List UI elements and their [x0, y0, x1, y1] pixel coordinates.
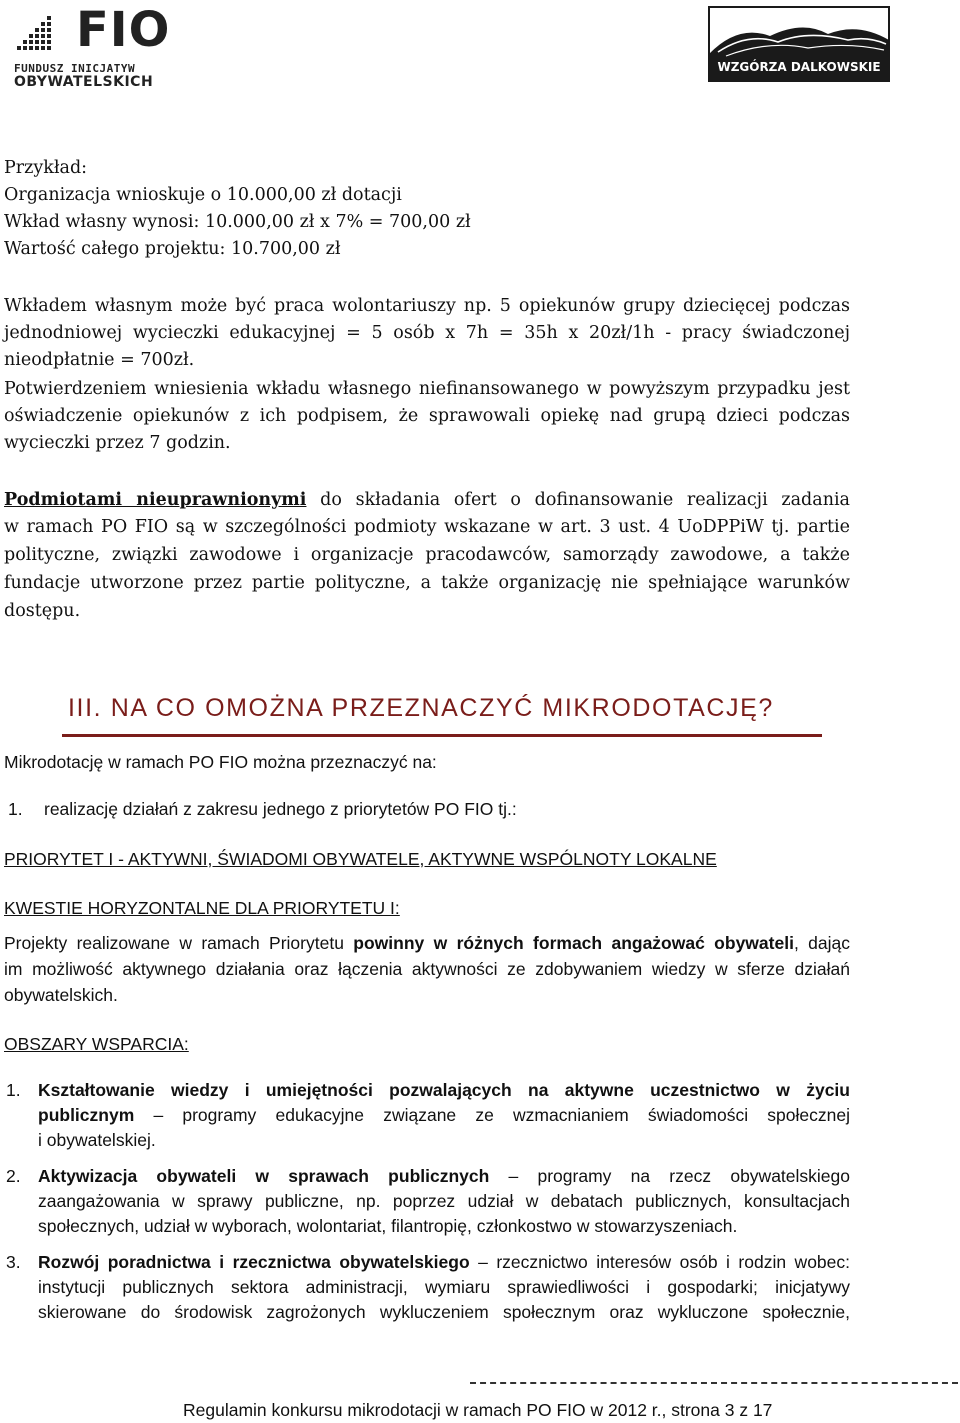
projects-line-2: im możliwość aktywnego działania oraz łączenia aktywności ze zdobywaniem wiedzy w sferze działań — [4, 959, 850, 979]
ineligible-line-1 — [4, 490, 850, 510]
area-1-line-2: publicznym – programy edukacyjne związane ze wzmacnianiem świadomości społecznej — [38, 1105, 850, 1125]
section-heading-rule — [62, 734, 822, 737]
area-2-line-2: zaangażowania w sprawy publiczne, np. poprzez udział w debatach publicznych, konsultacjach — [38, 1191, 850, 1211]
intro-text: Mikrodotację w ramach PO FIO można przeznaczyć na: — [4, 752, 437, 772]
fio-logo-title: FIO — [76, 2, 171, 58]
example-line-grant: Organizacja wnioskuje o 10.000,00 zł dotacji — [4, 185, 402, 205]
list-item-1-number: 1. — [8, 799, 23, 819]
projects-line-1: Projekty realizowane w ramach Priorytetu powinny w różnych formach angażować obywateli, dając — [4, 933, 850, 953]
ineligible-line-3: polityczne, związki zawodowe i organizacje pracodawców, samorządy zawodowe, a także — [4, 545, 850, 565]
ineligible-line-1-rest: do składania ofert o dofinansowanie realizacji zadania — [306, 490, 850, 510]
horizontal-issues-title: KWESTIE HORYZONTALNE DLA PRIORYTETU I: — [4, 898, 400, 918]
fio-logo-line2: OBYWATELSKICH — [14, 74, 154, 90]
confirm-line-3: wycieczki przez 7 godzin. — [4, 433, 231, 453]
volunteer-line-3: nieodpłatnie = 700zł. — [4, 350, 195, 370]
area-2-number: 2. — [6, 1166, 21, 1186]
wzgorza-logo-text: WZGÓRZA DALKOWSKIE — [717, 60, 881, 74]
ineligible-line-2: w ramach PO FIO są w szczególności podmioty wskazane w art. 3 ust. 4 UoDPPiW tj. partie — [4, 517, 850, 537]
confirm-line-2: oświadczenie opiekunów z ich podpisem, że sprawowali opiekę nad grupą dzieci podczas — [4, 406, 850, 426]
area-3-number: 3. — [6, 1252, 21, 1272]
volunteer-line-1: Wkładem własnym może być praca wolontariuszy np. 5 opiekunów grupy dziecięcej podczas — [4, 296, 850, 316]
priority-title: PRIORYTET I - AKTYWNI, ŚWIADOMI OBYWATELE, AKTYWNE WSPÓLNOTY LOKALNE — [4, 849, 717, 869]
projects-line-3: obywatelskich. — [4, 985, 118, 1005]
support-areas-title: OBSZARY WSPARCIA: — [4, 1034, 189, 1054]
area-2-line-1: Aktywizacja obywateli w sprawach publicznych – programy na rzecz obywatelskiego — [38, 1166, 850, 1186]
area-3-line-1: Rozwój poradnictwa i rzecznictwa obywatelskiego – rzecznictwo interesów osób i rodzin wobec: — [38, 1252, 851, 1272]
list-item-1-text: realizację działań z zakresu jednego z priorytetów PO FIO tj.: — [44, 799, 517, 819]
volunteer-line-2: jednodniowej wycieczki edukacyjnej = 5 osób x 7h = 35h x 20zł/1h - pracy świadczonej — [4, 323, 850, 343]
fio-dots-icon — [14, 14, 54, 54]
wzgorza-dalkowskie-logo — [708, 6, 890, 82]
footer-text: Regulamin konkursu mikrodotacji w ramach PO FIO w 2012 r., strona 3 z 17 — [183, 1400, 773, 1420]
example-line-total: Wartość całego projektu: 10.700,00 zł — [4, 239, 341, 259]
area-1-number: 1. — [6, 1080, 21, 1100]
section-heading: III. NA CO OMOŻNA PRZEZNACZYĆ MIKRODOTACJĘ? — [68, 694, 774, 722]
area-2-line-3: społecznych, udział w wyborach, wolontariat, filantropię, członkostwo w stowarzyszeniach. — [38, 1216, 738, 1236]
area-1-line-1: Kształtowanie wiedzy i umiejętności pozwalających na aktywne uczestnictwo w życiu — [38, 1080, 850, 1100]
example-label: Przykład: — [4, 158, 88, 178]
example-line-own-contribution: Wkład własny wynosi: 10.000,00 zł x 7% = 700,00 zł — [4, 212, 471, 232]
confirm-line-1: Potwierdzeniem wniesienia wkładu własnego niefinansowanego w powyższym przypadku jest — [4, 379, 850, 399]
area-3-line-3: skierowane do środowisk zagrożonych wykluczeniem społecznym oraz wykluczone społecznie, — [38, 1302, 850, 1322]
area-3-line-2: instytucji publicznych sektora administracji, wymiaru sprawiedliwości i gospodarki; inicjatywy — [38, 1277, 850, 1297]
fio-logo — [14, 2, 179, 90]
ineligible-line-4: fundacje utworzone przez partie polityczne, a także organizację nie spełniające warunków — [4, 573, 850, 593]
fio-logo-line1: FUNDUSZ INICJATYW — [14, 62, 136, 75]
area-1-line-3: i obywatelskiej. — [38, 1130, 156, 1150]
footer-divider — [470, 1382, 958, 1384]
ineligible-term: Podmiotami nieuprawnionymi — [4, 490, 307, 510]
ineligible-line-5: dostępu. — [4, 601, 81, 621]
